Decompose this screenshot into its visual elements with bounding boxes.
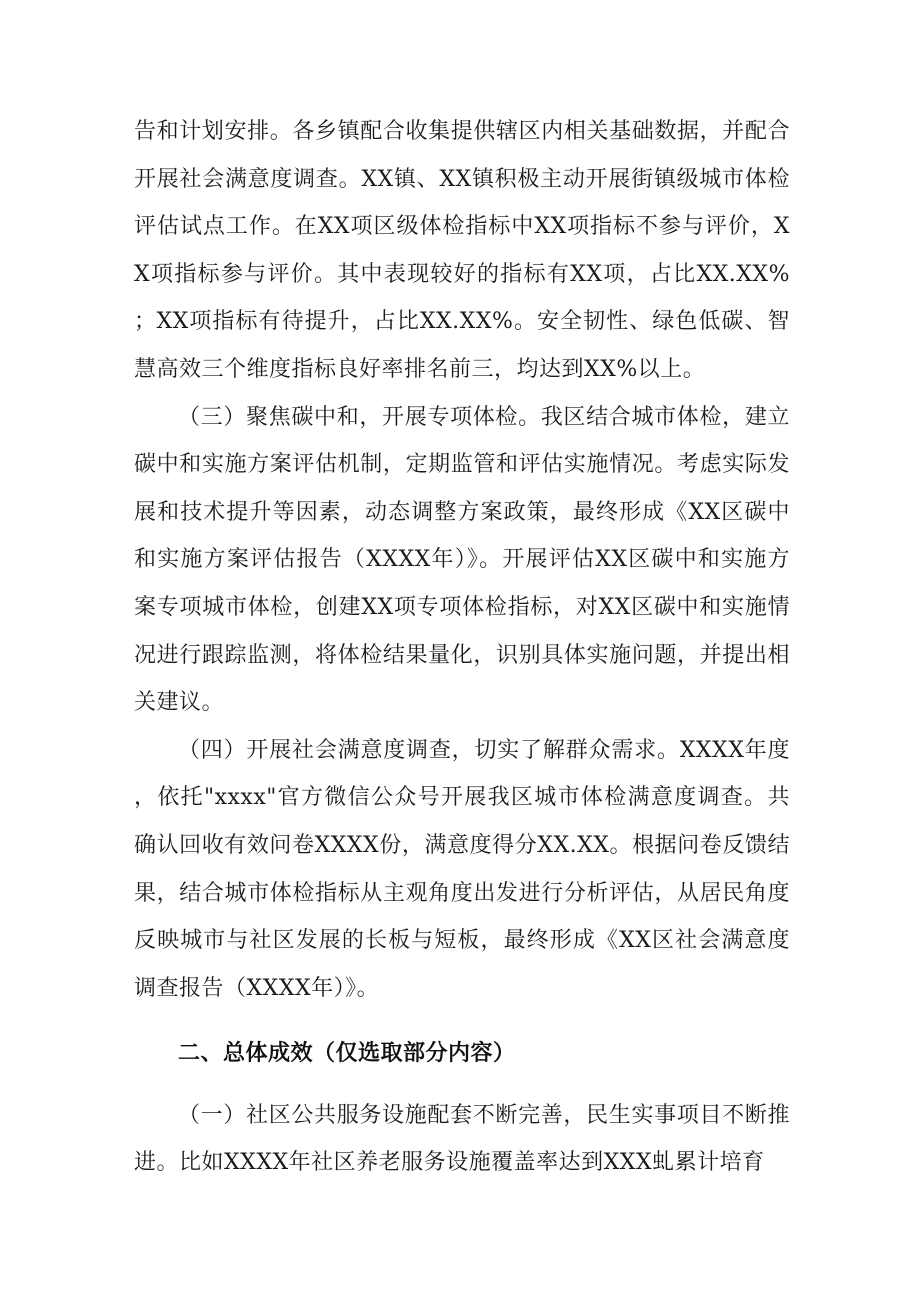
section-heading-overall-results: 二、总体成效（仅选取部分内容） xyxy=(178,1041,516,1067)
paragraph-satisfaction-survey: （四）开展社会满意度调查，切实了解群众需求。XXXX年度，依托"xxxx"官方微信公众号开展我区城市体检满意度调查。共确认回收有效问卷XXXX份，满意度得分XX.XX。根据问卷反馈结果，结合城市体检指标从主观角度出发进行分析评估，从居民角度反映城市与社区发展的长板与短板，最终形成《XX区社会满意度调查报告（XXXX年）》。 xyxy=(134,737,790,1001)
paragraph-continued: 告和计划安排。各乡镇配合收集提供辖区内相关基础数据，并配合开展社会满意度调查。XX镇、XX镇积极主动开展街镇级城市体检评估试点工作。在XX项区级体检指标中XX项指标不参与评价，XX项指标参与评价。其中表现较好的指标有XX项，占比XX.XX%；XX项指标有待提升，占比XX.XX%。安全韧性、绿色低碳、智慧高效三个维度指标良好率排名前三，均达到XX%以上。 xyxy=(134,119,790,382)
document-body xyxy=(134,108,790,1187)
paragraph-public-services: （一）社区公共服务设施配套不断完善，民生实事项目不断推进。比如XXXX年社区养老服务设施覆盖率达到XXX虬累计培育 xyxy=(134,1102,790,1176)
paragraph-carbon-neutral: （三）聚焦碳中和，开展专项体检。我区结合城市体检，建立碳中和实施方案评估机制，定期监管和评估实施情况。考虑实际发展和技术提升等因素，动态调整方案政策，最终形成《XX区碳中和实施方案评估报告（XXXX年）》。开展评估XX区碳中和实施方案专项城市体检，创建XX项专项体检指标，对XX区碳中和实施情况进行跟踪监测，将体检结果量化，识别具体实施问题，并提出相关建议。 xyxy=(134,404,790,716)
